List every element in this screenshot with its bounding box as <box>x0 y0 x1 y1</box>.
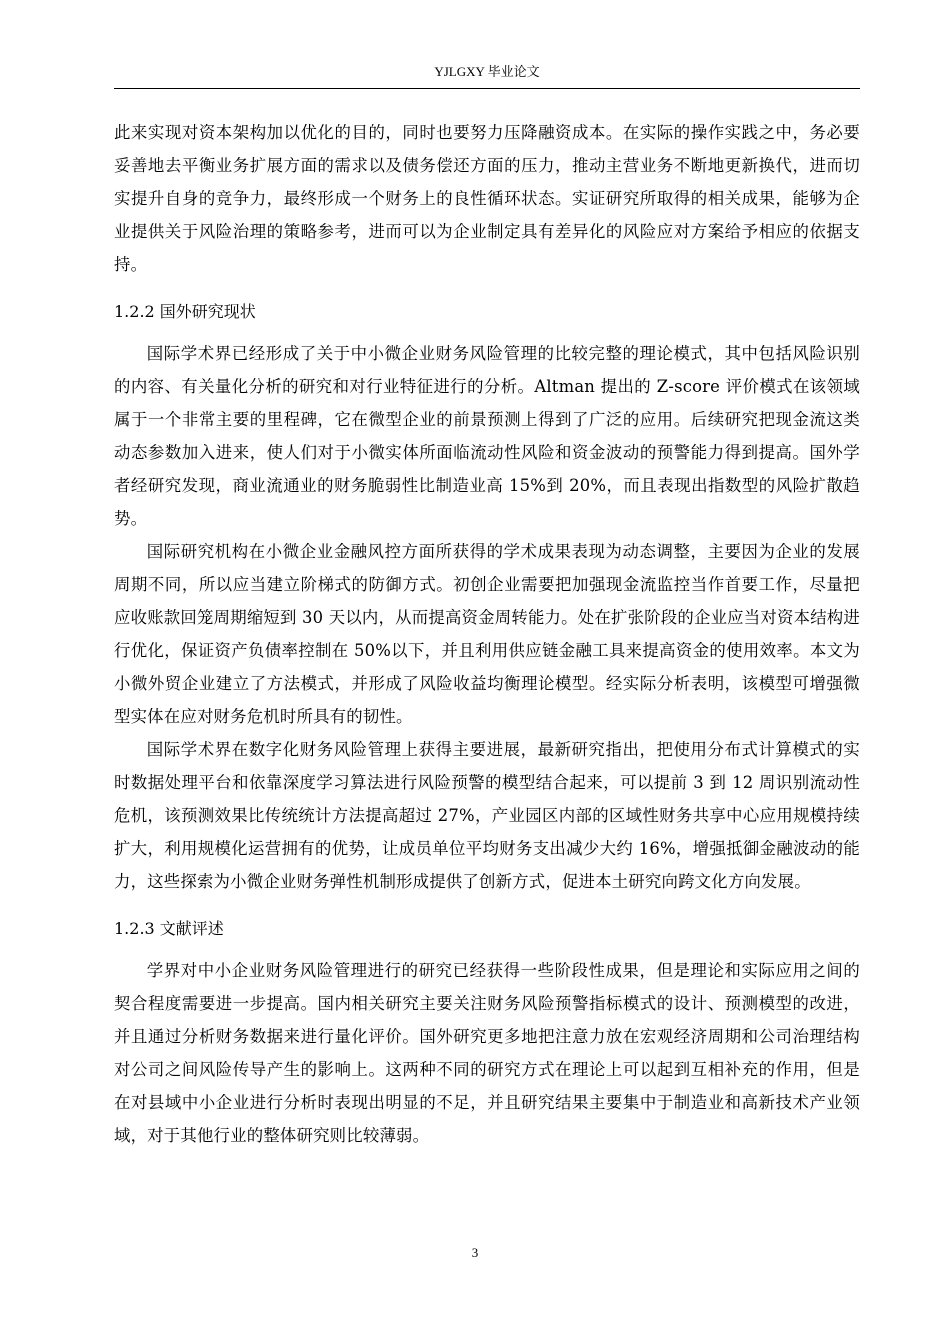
page-number: 3 <box>471 1245 479 1260</box>
page-header <box>114 60 860 89</box>
section-heading: 1.2.3 文献评述 <box>114 919 224 938</box>
body-paragraph: 国际学术界在数字化财务风险管理上获得主要进展，最新研究指出，把使用分布式计算模式的实时数据处理平台和依靠深度学习算法进行风险预警的模型结合起来，可以提前 3 到 12 周识别流动性危机，该预测效果比传统统计方法提高超过 27%，产业园区内部的区域性财务共享中心应用规模持续扩大，利用规模化运营拥有的优势，让成员单位平均财务支出减少大约 16%，增强抵御金融波动的能力，这些探索为小微企业财务弹性机制形成提供了创新方式，促进本土研究向跨文化方向发展。 <box>114 740 860 891</box>
intro-paragraph: 此来实现对资本架构加以优化的目的，同时也要努力压降融资成本。在实际的操作实践之中，务必要妥善地去平衡业务扩展方面的需求以及债务偿还方面的压力，推动主营业务不断地更新换代，进而切实提升自身的竞争力，最终形成一个财务上的良性循环状态。实证研究所取得的相关成果，能够为企业提供关于风险治理的策略参考，进而可以为企业制定具有差异化的风险应对方案给予相应的依据支持。 <box>114 123 860 274</box>
body-paragraph: 国际学术界已经形成了关于中小微企业财务风险管理的比较完整的理论模式，其中包括风险识别的内容、有关量化分析的研究和对行业特征进行的分析。Altman 提出的 Z-score 评价模式在该领域属于一个非常主要的里程碑，它在微型企业的前景预测上得到了广泛的应用。后续研究把现金流这类动态参数加入进来，使人们对于小微实体所面临流动性风险和资金波动的预警能力得到提高。国外学者经研究发现，商业流通业的财务脆弱性比制造业高 15%到 20%，而且表现出指数型的风险扩散趋势。 <box>114 344 860 528</box>
body-paragraph: 国际研究机构在小微企业金融风控方面所获得的学术成果表现为动态调整，主要因为企业的发展周期不同，所以应当建立阶梯式的防御方式。初创企业需要把加强现金流监控当作首要工作，尽量把应收账款回笼周期缩短到 30 天以内，从而提高资金周转能力。处在扩张阶段的企业应当对资本结构进行优化，保证资产负债率控制在 50%以下，并且利用供应链金融工具来提高资金的使用效率。本文为小微外贸企业建立了方法模式，并形成了风险收益均衡理论模型。经实际分析表明，该模型可增强微型实体在应对财务危机时所具有的韧性。 <box>114 542 860 726</box>
section-heading: 1.2.2 国外研究现状 <box>114 302 256 321</box>
document-body <box>114 116 860 1152</box>
header-title: YJLGXY 毕业论文 <box>434 64 540 79</box>
body-paragraph: 学界对中小企业财务风险管理进行的研究已经获得一些阶段性成果，但是理论和实际应用之间的契合程度需要进一步提高。国内相关研究主要关注财务风险预警指标模式的设计、预测模型的改进，并且通过分析财务数据来进行量化评价。国外研究更多地把注意力放在宏观经济周期和公司治理结构对公司之间风险传导产生的影响上。这两种不同的研究方式在理论上可以起到互相补充的作用，但是在对县域中小企业进行分析时表现出明显的不足，并且研究结果主要集中于制造业和高新技术产业领域，对于其他行业的整体研究则比较薄弱。 <box>114 961 860 1145</box>
section-foreign-research <box>114 299 860 898</box>
section-literature-review <box>114 916 860 1152</box>
